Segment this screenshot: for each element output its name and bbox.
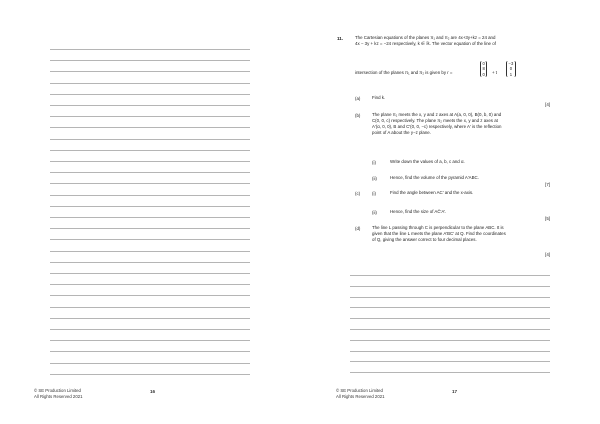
- part-a-mark: [4]: [545, 102, 550, 107]
- answer-line: [350, 340, 550, 341]
- answer-line: [50, 228, 250, 229]
- plus-t: + t: [492, 70, 498, 75]
- answer-line: [50, 116, 250, 117]
- answer-line: [50, 150, 250, 151]
- right-footer-rights: All Rights Reserved 2021: [336, 393, 385, 399]
- answer-line: [50, 172, 250, 173]
- question-number: 11.: [337, 36, 344, 41]
- part-b-line-1: The plane π₁ meets the x, y and z axes at A(a, 0, 0), B(0, b, 0) and: [372, 112, 502, 117]
- answer-line: [50, 139, 250, 140]
- left-footer: [34, 388, 83, 399]
- answer-line: [50, 94, 250, 95]
- part-d-line-3: of Q, giving the answer correct to four decimal places.: [372, 237, 477, 242]
- answer-line: [50, 71, 250, 72]
- answer-line: [50, 83, 250, 84]
- answer-line: [350, 361, 550, 362]
- part-a-label: (a): [355, 96, 361, 101]
- question-intro-line-1: The Cartesian equations of the planes π₁ and π₂ are 4x+3y+kz = 24 and: [355, 35, 496, 40]
- left-footer-rights: All Rights Reserved 2021: [34, 393, 83, 399]
- part-b-text: [372, 112, 557, 136]
- answer-line: [50, 363, 250, 364]
- answer-line: [50, 251, 250, 252]
- part-c-label: (c): [355, 191, 361, 196]
- vector-a-x: 0: [482, 61, 485, 66]
- answer-line: [50, 127, 250, 128]
- answer-line: [350, 275, 550, 276]
- right-page: [300, 0, 600, 424]
- vector-b-y: 0: [509, 66, 513, 72]
- question-intro-line-3: intersection of the planes π₁ and π₂ is given by r =: [355, 70, 453, 75]
- part-d-text: [372, 225, 557, 243]
- answer-line: [350, 286, 550, 287]
- part-b-i-label: (i): [372, 160, 376, 165]
- vector-b-z: 1: [509, 71, 513, 77]
- part-b-ii-label: (ii): [372, 176, 377, 181]
- answer-line: [50, 340, 250, 341]
- part-b-line-4: point of A about the y−z plane.: [372, 130, 431, 135]
- left-footer-copyright: © SE Production Limited: [34, 388, 81, 393]
- part-b-mark: [7]: [545, 182, 550, 187]
- answer-line: [50, 239, 250, 240]
- answer-line: [50, 105, 250, 106]
- answer-line: [50, 262, 250, 263]
- vector-a-z: 0: [482, 71, 485, 77]
- vector-b-x: −3: [508, 61, 514, 66]
- left-page-number: 16: [150, 389, 156, 394]
- answer-line: [350, 307, 550, 308]
- answer-line: [50, 161, 250, 162]
- right-footer-copyright: © SE Production Limited: [336, 388, 383, 393]
- vector-a: [480, 61, 487, 77]
- part-b-i-text: Write down the values of a, b, c and α.: [390, 159, 465, 164]
- part-d-label: (d): [355, 226, 361, 231]
- part-b-ii-text: Hence, find the volume of the pyramid A′ABC.: [390, 175, 479, 180]
- answer-line: [50, 273, 250, 274]
- part-d-line-1: The line L passing through C is perpendicular to the plane ABC. It is: [372, 225, 504, 230]
- vector-a-y: 8: [482, 66, 485, 72]
- question-intro: [355, 35, 555, 47]
- answer-line: [50, 183, 250, 184]
- answer-line: [50, 217, 250, 218]
- part-b-line-2: C(0, 0, c) respectively. The plane π₂ meets the x, y and z axes at: [372, 118, 498, 123]
- answer-line: [50, 49, 250, 50]
- part-c-ii-label: (ii): [372, 210, 377, 215]
- answer-line: [50, 195, 250, 196]
- part-c-ii-text: Hence, find the size of AĈ′A′.: [390, 209, 447, 214]
- question-intro-line-2: 4x − 3y + kz = −24 respectively, k ∈ ℝ. The vector equation of the line of: [355, 41, 496, 46]
- part-d-mark: [4]: [545, 252, 550, 257]
- part-c-i-label: (i): [372, 191, 376, 196]
- vector-b: [506, 61, 516, 77]
- right-footer: [336, 388, 385, 399]
- answer-line: [50, 60, 250, 61]
- right-page-number: 17: [452, 389, 458, 394]
- part-d-line-2: given that the line L meets the plane A′BC′ at Q. Find the coordinates: [372, 231, 506, 236]
- answer-line: [350, 351, 550, 352]
- answer-line: [50, 329, 250, 330]
- answer-line: [350, 372, 550, 373]
- answer-line: [350, 329, 550, 330]
- answer-line: [50, 351, 250, 352]
- answer-line: [50, 295, 250, 296]
- part-b-line-3: A′(α, 0, 0), B and C′(0, 0, −c) respectively, where A′ is the reflection: [372, 124, 502, 129]
- answer-line: [350, 297, 550, 298]
- answer-line: [50, 284, 250, 285]
- part-b-label: (b): [355, 113, 361, 118]
- answer-line: [50, 206, 250, 207]
- answer-line: [50, 374, 250, 375]
- part-c-mark: [5]: [545, 216, 550, 221]
- answer-line: [50, 307, 250, 308]
- answer-line: [50, 318, 250, 319]
- part-c-i-text: Find the angle between AC′ and the x-axis.: [390, 190, 474, 195]
- answer-line: [350, 318, 550, 319]
- part-a-text: Find k.: [372, 95, 386, 100]
